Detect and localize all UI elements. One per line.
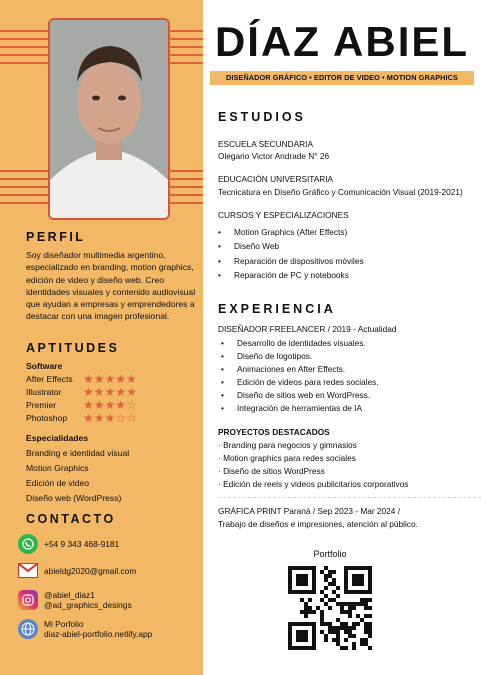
instagram-handle-1: @abiel_diaz1	[44, 590, 95, 600]
proyecto-item: · Diseño de sitios WordPress	[218, 466, 325, 476]
task-item: • Integración de herramientas de IA	[221, 402, 379, 415]
cursos-title: CURSOS Y ESPECIALIZACIONES	[218, 210, 349, 220]
task-item: • Diseño de logotipos.	[221, 350, 379, 363]
qr-code[interactable]	[288, 566, 372, 650]
curso-item: • Motion Graphics (After Effects)	[218, 225, 364, 239]
grafica-line-2: Trabajo de diseños e impresiones, atención al público.	[218, 519, 418, 529]
contacto-heading: CONTACTO	[26, 512, 116, 526]
curso-item: • Reparación de PC y notebooks	[218, 268, 364, 282]
universitaria-title: EDUCACIÓN UNIVERSITARIA	[218, 174, 334, 184]
aptitudes-heading: APTITUDES	[26, 341, 120, 355]
secundaria-title: ESCUELA SECUNDARIA	[218, 139, 313, 149]
especialidad-item: Branding e identidad visual	[26, 448, 130, 458]
proyectos-title: PROYECTOS DESTACADOS	[218, 427, 330, 437]
task-item: • Edición de videos para redes sociales.	[221, 376, 379, 389]
tasks-list	[221, 337, 379, 414]
portfolio-label: Mi Porfolio	[44, 619, 84, 629]
cursos-list	[218, 225, 364, 282]
profile-photo	[48, 18, 170, 220]
grafica-line-1: GRÁFICA PRINT Paraná / Sep 2023 - Mar 2024 /	[218, 506, 401, 516]
cv-name: DÍAZ ABIEL	[214, 18, 470, 65]
perfil-heading: PERFIL	[26, 230, 86, 244]
estudios-heading: ESTUDIOS	[218, 110, 306, 124]
globe-icon	[18, 619, 38, 639]
especialidades-label: Especialidades	[26, 433, 89, 443]
skill-rating: ★★★☆☆	[83, 411, 137, 425]
especialidad-item: Edición de video	[26, 478, 90, 488]
experiencia-heading: EXPERIENCIA	[218, 302, 336, 316]
universitaria-detail: Tecnicatura en Diseño Gráfico y Comunicación Visual (2019-2021)	[218, 187, 463, 197]
freelancer-title: DISEÑADOR FREELANCER / 2019 - Actualidad	[218, 324, 397, 334]
proyecto-item: · Motion graphics para redes sociales	[218, 453, 356, 463]
task-item: • Animaciones en After Effects.	[221, 363, 379, 376]
portfolio-url[interactable]: diaz-abiel-portfolio.netlify.app	[44, 629, 153, 639]
skill-row	[26, 413, 196, 425]
task-item: • Desarrollo de identidades visuales.	[221, 337, 379, 350]
skill-name: Illustrator	[26, 387, 62, 397]
gmail-icon	[18, 563, 38, 578]
proyecto-item: · Edición de reels y videos publicitarios corporativos	[218, 479, 409, 489]
divider	[218, 497, 481, 498]
proyecto-item: · Branding para negocios y gimnasios	[218, 440, 357, 450]
software-label: Software	[26, 361, 63, 371]
tagline: DISEÑADOR GRÁFICO • EDITOR DE VIDEO • MOTION GRAPHICS	[210, 71, 474, 85]
instagram-icon	[18, 590, 38, 610]
curso-item: • Reparación de dispositivos móviles	[218, 254, 364, 268]
phone-text: +54 9 343 468-9181	[44, 539, 120, 549]
skill-name: Premier	[26, 400, 57, 410]
skill-rating: ★★★★☆	[83, 398, 137, 412]
skill-name: After Effects	[26, 374, 73, 384]
portfolio-qr-label: Portfolio	[313, 549, 347, 559]
perfil-text: Soy diseñador multimedia argentino, especializado en branding, motion graphics, edición de video y diseño web. Creo identidades visuales y contenido audiovisual que ayudan a empresas y emprendedores a destacar con una imagen profesional.	[26, 250, 196, 322]
especialidad-item: Diseño web (WordPress)	[26, 493, 122, 503]
instagram-handle-2: @ad_graphics_desings	[44, 600, 132, 610]
curso-item: • Diseño Web	[218, 239, 364, 253]
skill-rating: ★★★★★	[83, 385, 137, 399]
skill-rating: ★★★★★	[83, 372, 137, 386]
secundaria-school: Olegario Victor Andrade N° 26	[218, 151, 330, 161]
email-text: abieldg2020@gmail.com	[44, 566, 137, 576]
task-item: • Diseño de sitios web en WordPress.	[221, 389, 379, 402]
especialidad-item: Motion Graphics	[26, 463, 89, 473]
whatsapp-icon	[18, 534, 38, 554]
skill-name: Photoshop	[26, 413, 68, 423]
